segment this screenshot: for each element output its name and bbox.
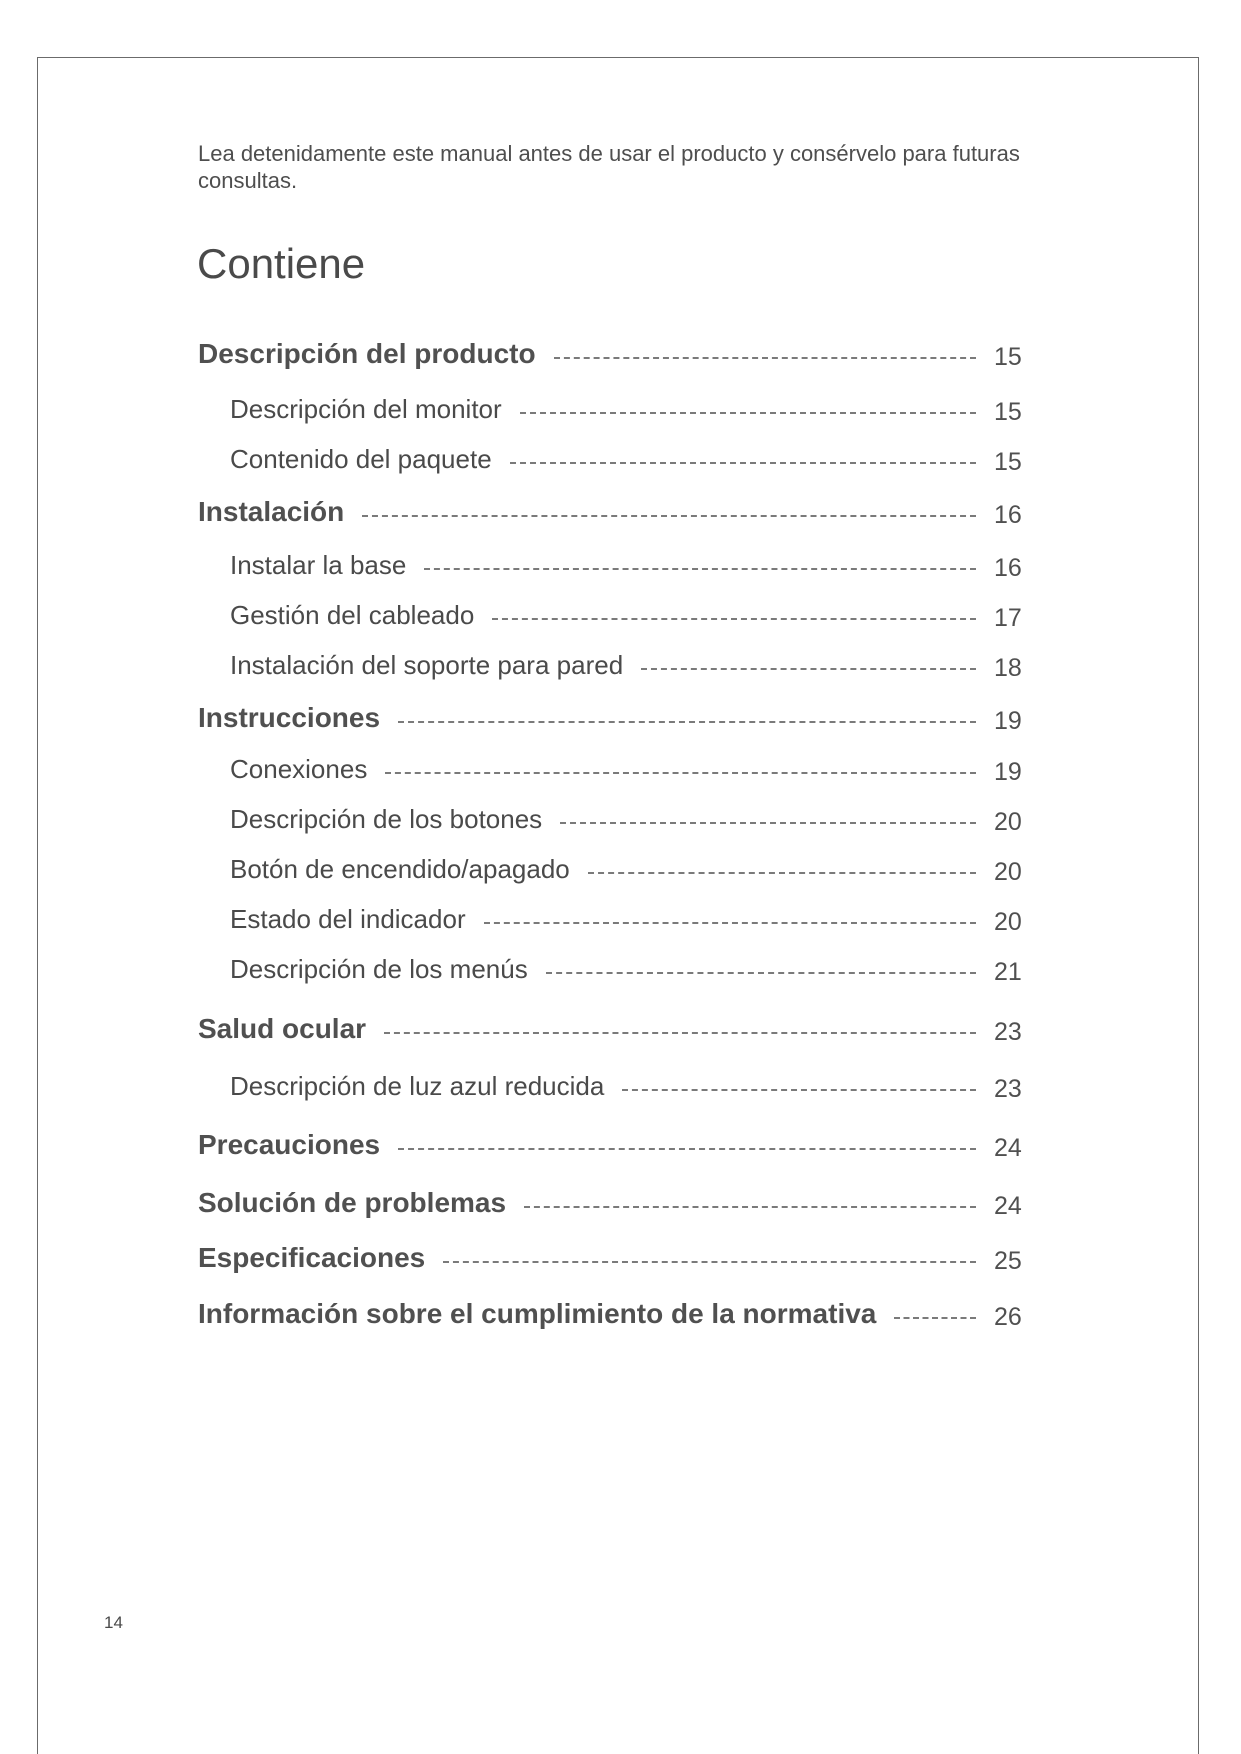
- toc-entry-page: 20: [994, 857, 1022, 886]
- toc-entry-descripcion-de-los-botones[interactable]: [230, 801, 1038, 837]
- toc-entry-especificaciones[interactable]: [198, 1240, 1038, 1276]
- toc-entry-page: 15: [994, 342, 1022, 371]
- toc-entry-page: 23: [994, 1017, 1022, 1046]
- toc-entry-page: 21: [994, 957, 1022, 986]
- toc-entry-label: Solución de problemas: [198, 1187, 507, 1218]
- toc-entry-page: 20: [994, 807, 1022, 836]
- toc-entry-estado-del-indicador[interactable]: [230, 901, 1038, 937]
- toc-leader-dots: [385, 772, 976, 774]
- toc-leader-dots: [398, 721, 976, 723]
- toc-entry-instalar-la-base[interactable]: [230, 547, 1038, 583]
- toc-entry-label: Gestión del cableado: [230, 599, 475, 630]
- toc-leader-dots: [484, 922, 976, 924]
- toc-leader-dots: [588, 872, 976, 874]
- toc-entry-label: Estado del indicador: [230, 903, 466, 934]
- intro-text: Lea detenidamente este manual antes de usar el producto y consérvelo para futuras consultas.: [198, 141, 1020, 193]
- page-number: 14: [104, 1613, 123, 1632]
- toc-leader-dots: [424, 568, 976, 570]
- toc-entry-page: 16: [994, 553, 1022, 582]
- toc-entry-label: Contenido del paquete: [230, 443, 492, 474]
- toc-entry-page: 24: [994, 1133, 1022, 1162]
- toc-entry-label: Descripción de los botones: [230, 803, 543, 834]
- toc-entry-gestion-del-cableado[interactable]: [230, 597, 1038, 633]
- toc-entry-label: Salud ocular: [198, 1013, 367, 1044]
- toc-entry-page: 15: [994, 397, 1022, 426]
- toc-entry-label: Información sobre el cumplimiento de la normativa: [198, 1298, 877, 1329]
- toc-entry-page: 15: [994, 447, 1022, 476]
- toc-entry-label: Precauciones: [198, 1129, 381, 1160]
- toc-leader-dots: [362, 515, 976, 517]
- toc-entry-precauciones[interactable]: [198, 1127, 1038, 1163]
- toc-entry-page: 23: [994, 1074, 1022, 1103]
- toc-entry-page: 25: [994, 1246, 1022, 1275]
- toc-entry-solucion-de-problemas[interactable]: [198, 1185, 1038, 1221]
- toc-leader-dots: [894, 1317, 976, 1319]
- toc-entry-label: Especificaciones: [198, 1242, 426, 1273]
- toc-leader-dots: [524, 1206, 976, 1208]
- toc-entry-informacion-cumplimiento-normativa[interactable]: [198, 1296, 1038, 1332]
- toc-title: Contiene: [197, 240, 366, 287]
- toc-leader-dots: [546, 972, 976, 974]
- toc-entry-label: Descripción del monitor: [230, 393, 502, 424]
- toc-leader-dots: [443, 1261, 976, 1263]
- toc-entry-label: Descripción de luz azul reducida: [230, 1070, 605, 1101]
- toc-leader-dots: [622, 1089, 976, 1091]
- toc-entry-descripcion-de-los-menus[interactable]: [230, 951, 1038, 987]
- toc-entry-page: 24: [994, 1191, 1022, 1220]
- toc-entry-label: Descripción de los menús: [230, 953, 528, 984]
- toc-leader-dots: [641, 668, 976, 670]
- toc-entry-page: 19: [994, 706, 1022, 735]
- toc-entry-page: 18: [994, 653, 1022, 682]
- toc-entry-descripcion-del-monitor[interactable]: [230, 391, 1038, 427]
- toc-entry-salud-ocular[interactable]: [198, 1011, 1038, 1047]
- toc-entry-boton-de-encendido-apagado[interactable]: [230, 851, 1038, 887]
- toc-leader-dots: [384, 1032, 976, 1034]
- toc-entry-contenido-del-paquete[interactable]: [230, 441, 1038, 477]
- toc-leader-dots: [398, 1148, 976, 1150]
- toc-entry-instalacion-del-soporte-para-pared[interactable]: [230, 647, 1038, 683]
- toc-entry-descripcion-del-producto[interactable]: [198, 336, 1038, 372]
- toc-entry-descripcion-de-luz-azul-reducida[interactable]: [230, 1068, 1038, 1104]
- toc-entry-page: 26: [994, 1302, 1022, 1331]
- toc-leader-dots: [560, 822, 976, 824]
- toc-entry-page: 19: [994, 757, 1022, 786]
- toc-entry-label: Botón de encendido/apagado: [230, 853, 570, 884]
- toc-entry-label: Instalación: [198, 496, 345, 527]
- toc-entry-label: Instalación del soporte para pared: [230, 649, 624, 680]
- toc-leader-dots: [510, 462, 976, 464]
- toc-entry-page: 16: [994, 500, 1022, 529]
- toc-entry-label: Instrucciones: [198, 702, 381, 733]
- toc-leader-dots: [492, 618, 976, 620]
- toc-leader-dots: [554, 357, 976, 359]
- toc-entry-conexiones[interactable]: [230, 751, 1038, 787]
- toc-entry-instalacion[interactable]: [198, 494, 1038, 530]
- toc-entry-label: Descripción del producto: [198, 338, 536, 369]
- toc-entry-page: 20: [994, 907, 1022, 936]
- toc-leader-dots: [520, 412, 976, 414]
- toc-entry-page: 17: [994, 603, 1022, 632]
- toc-entry-label: Instalar la base: [230, 549, 407, 580]
- toc-entry-instrucciones[interactable]: [198, 700, 1038, 736]
- toc-entry-label: Conexiones: [230, 753, 368, 784]
